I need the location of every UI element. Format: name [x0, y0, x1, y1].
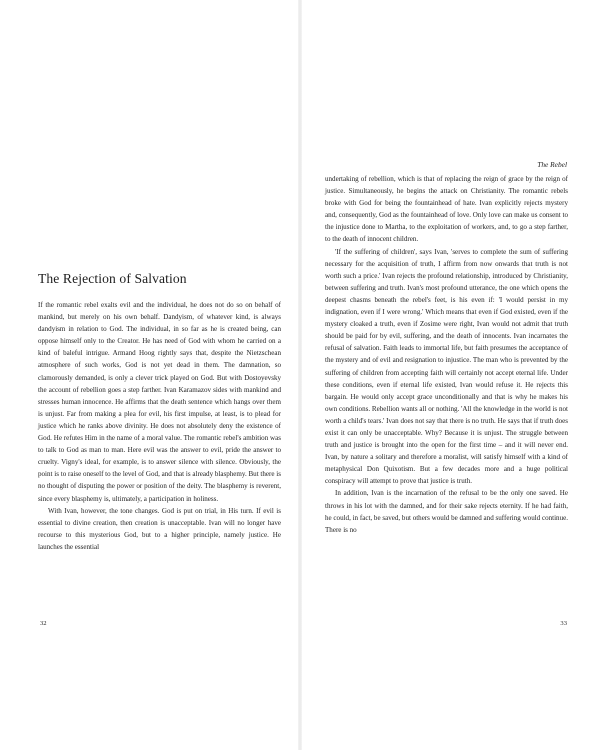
paragraph: In addition, Ivan is the incarnation of the refusal to be the only one saved. He throws in his lot with the damned, and for their sake rejects eternity. If he had faith, he could, in fact, be saved, but others would be damned and suffering would continue. There is no	[325, 489, 568, 534]
chapter-title: The Rejection of Salvation	[38, 271, 187, 286]
page-number: 32	[40, 620, 47, 627]
paragraph: undertaking of rebellion, which is that of replacing the reign of grace by the reign of justice. Simultaneously, he begins the attack on Christianity. The romantic rebels broke with God for being the fountainhead of hate. Ivan explicitly rejects mystery and, consequently, God as the fountainhead of love. Only love can make us consent to the injustice done to Martha, to the exploitation of workers, and, to go a step farther, to the death of innocent children.	[325, 175, 568, 244]
right-page	[302, 0, 600, 750]
paragraph: If the romantic rebel exalts evil and the individual, he does not do so on behalf of mankind, but merely on his own behalf. Dandyism, of whatever kind, is always dandyism in relation to God. The individual, in so far as he is created being, can oppose himself only to the Creator. He has need of God with whom he carried on a kind of baleful intrigue. Armand Hoog rightly says that, despite the Nietzschean atmosphere of such works, God is not yet dead in them. The damnation, so clamorously demanded, is only a clever trick played on God. But with Dostoyevsky the account of rebellion goes a step farther. Ivan Karamazov sides with mankind and stresses human innocence. He affirms that the death sentence which hangs over them is unjust. Far from making a plea for evil, his first impulse, at least, is to plead for justice which he ranks above divinity. He does not absolutely deny the existence of God. He refutes Him in the name of a moral value. The romantic rebel's ambition was to talk to God as man to man. Here evil was the answer to evil, pride the answer to cruelty. Vigny's ideal, for example, is to answer silence with silence. Obviously, the point is to raise oneself to the level of God, and that is already blasphemy. But there is no thought of disputing the power or position of the deity. The blasphemy is reverent, since every blasphemy is, ultimately, a participation in holiness.	[38, 301, 281, 503]
left-page	[0, 0, 298, 750]
paragraph: 'If the suffering of children', says Ivan, 'serves to complete the sum of suffering necessary for the acquisition of truth, I affirm from now onwards that truth is not worth such a price.' Ivan rejects the profound relationship, introduced by Christianity, between suffering and truth. Ivan's most profound utterance, the one which opens the deepest chasms beneath the rebel's feet, is his even if: 'I would persist in my indignation, even if I were wrong.' Which means that even if God existed, even if the mystery cloaked a truth, even if Zosime were right, Ivan would not admit that truth should be paid for by evil, suffering, and the death of innocents. Ivan incarnates the refusal of salvation. Faith leads to immortal life, but faith presumes the acceptance of the mystery and of evil and resignation to injustice. The man who is prevented by the suffering of children from accepting faith will certainly not accept eternal life. Under these conditions, even if eternal life existed, Ivan would refuse it. He rejects this bargain. He would only accept grace unconditionally and that is why he makes his own conditions. Rebellion wants all or nothing. 'All the knowledge in the world is not worth a child's tears.' Ivan does not say that there is no truth. He says that if truth does exist it can only be unacceptable. Why? Because it is unjust. The struggle between truth and justice is brought into the open for the first time – and it will never end. Ivan, by nature a solitary and therefore a moralist, will satisfy himself with a kind of metaphysical Don Quixotism. But a few decades more and a huge political conspiracy will attempt to prove that justice is truth.	[325, 247, 568, 486]
paragraph: With Ivan, however, the tone changes. God is put on trial, in His turn. If evil is essential to divine creation, then creation is unacceptable. Ivan will no longer have recourse to this mysterious God, but to a higher principle, namely justice. He launches the essential	[38, 506, 281, 551]
running-head: The Rebel	[537, 160, 567, 169]
page-number: 33	[560, 620, 567, 627]
right-page-text	[325, 173, 568, 536]
left-page-text	[38, 299, 281, 553]
